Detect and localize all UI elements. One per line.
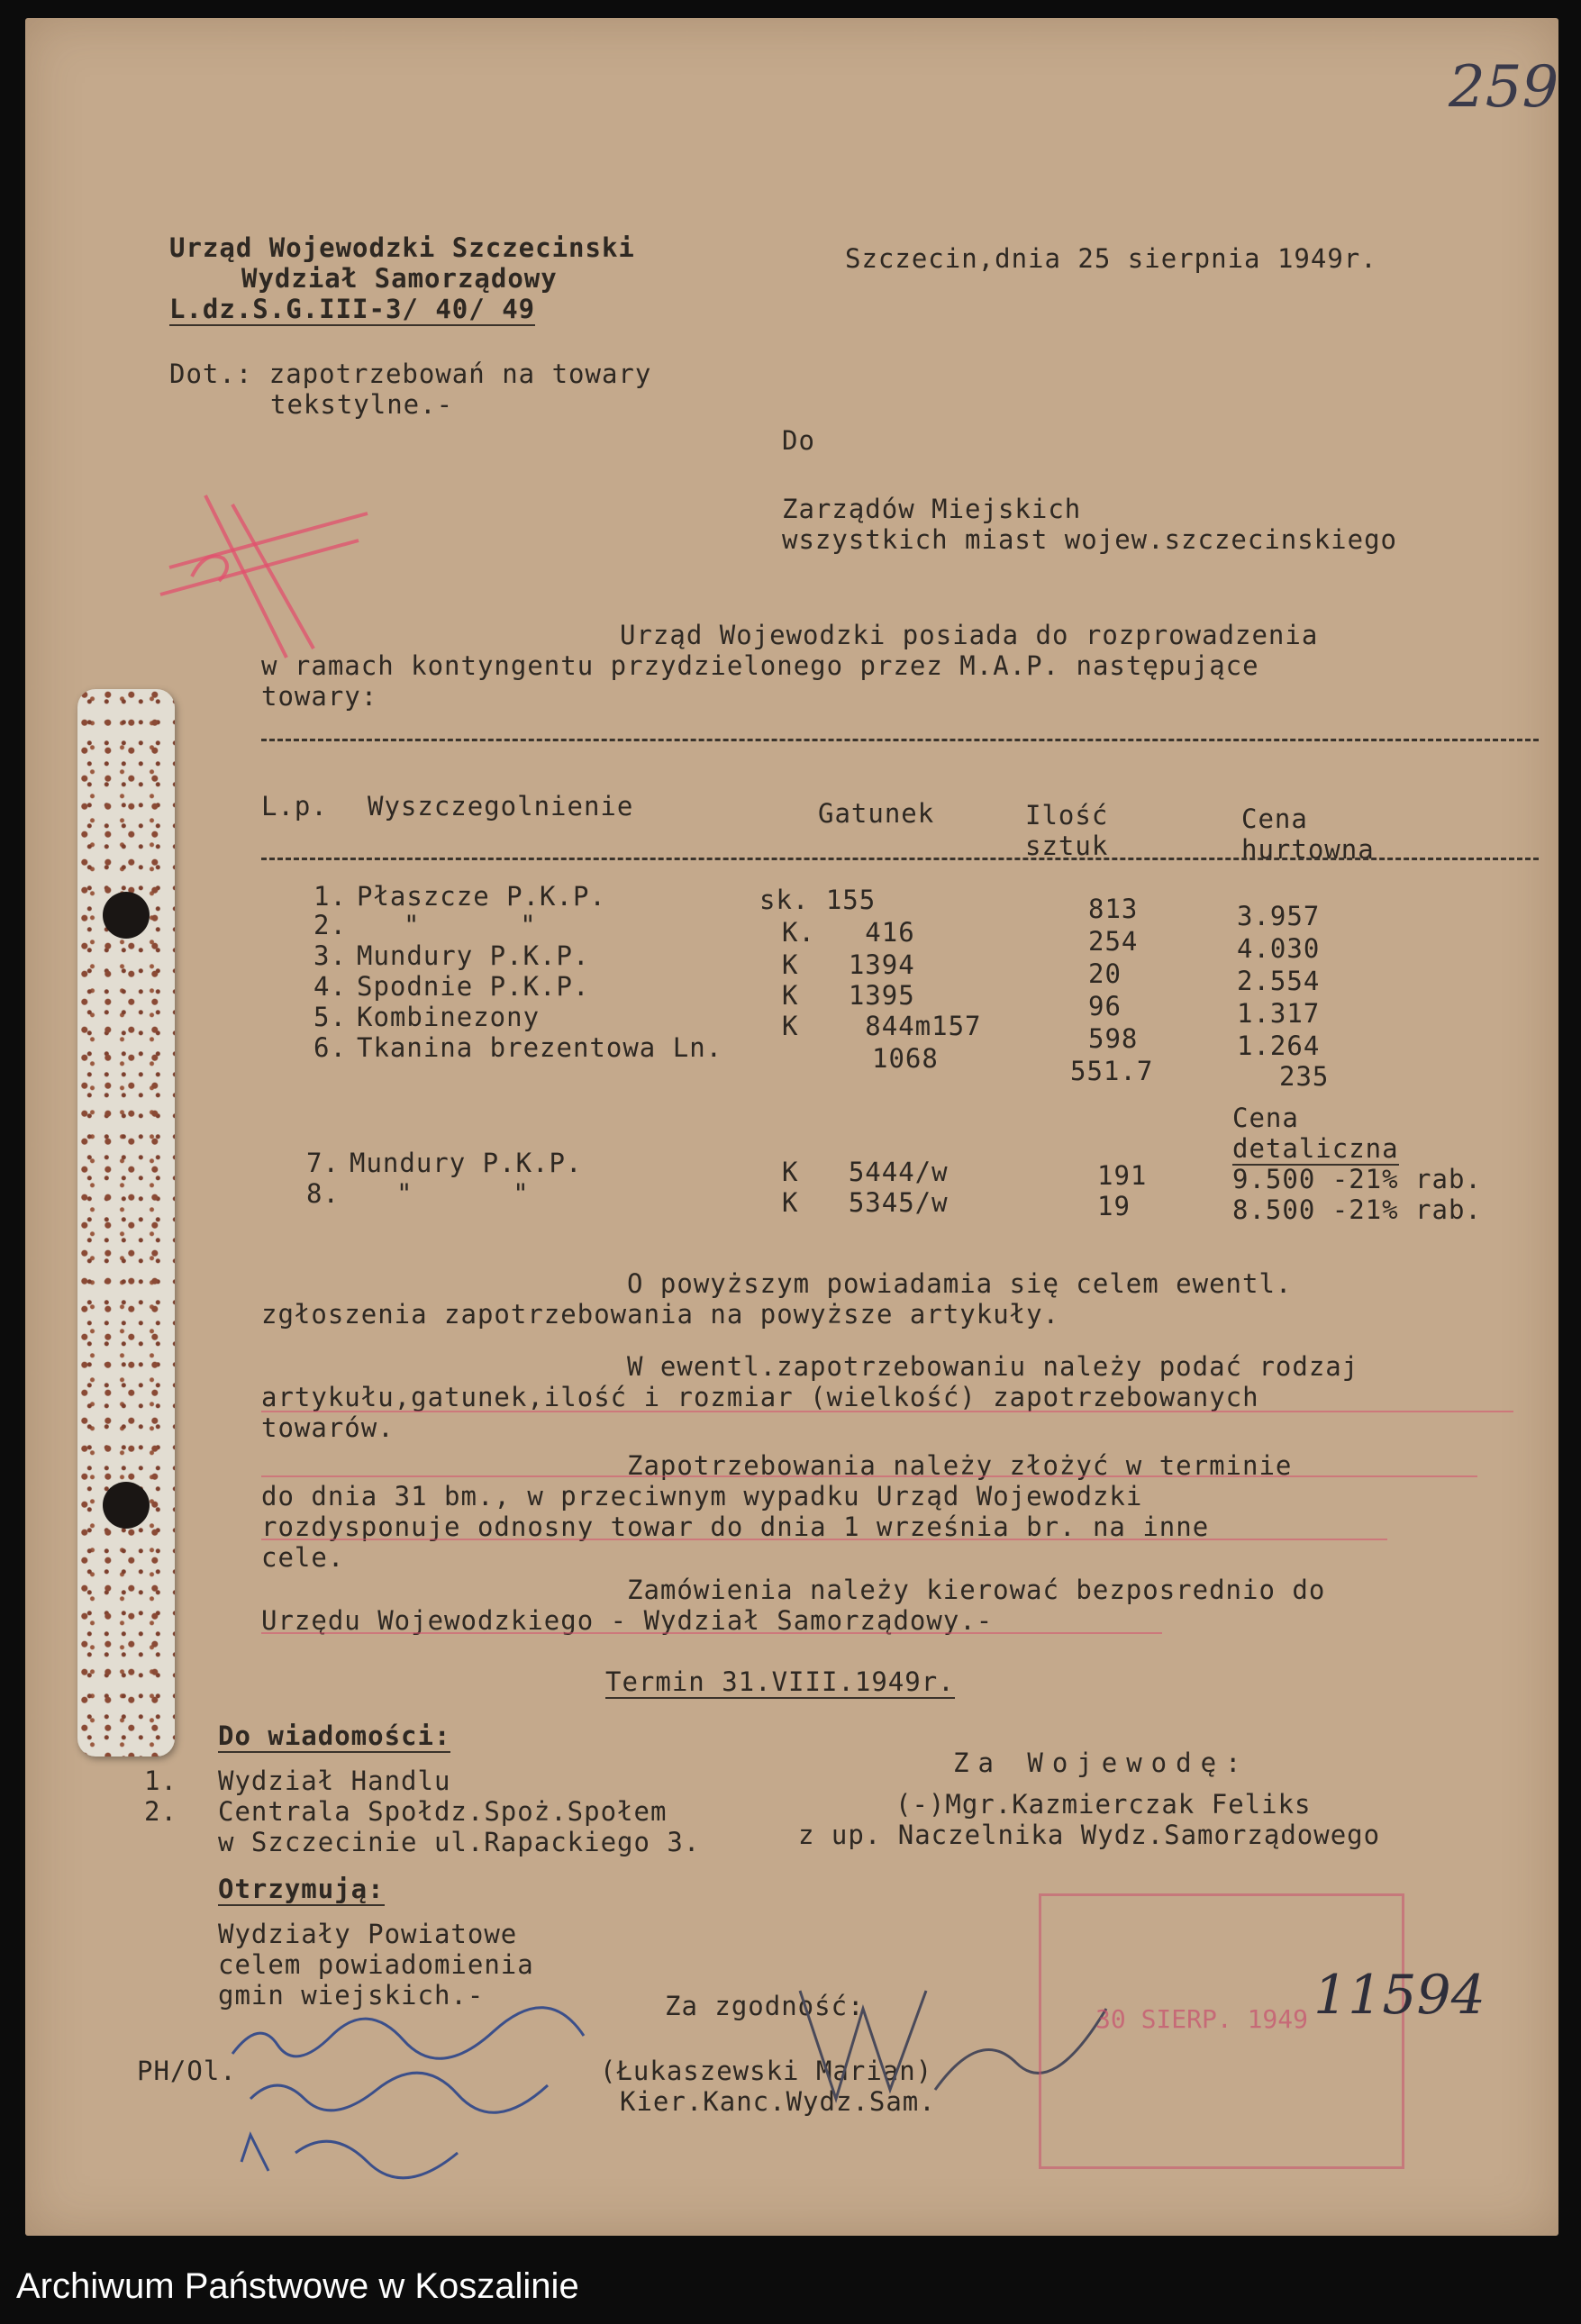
col-price-header-2: hurtowna	[1241, 834, 1375, 865]
row-grade: K 5345/w	[782, 1187, 949, 1218]
row-grade: K. 416	[782, 917, 915, 948]
receivers-line-2: celem powiadomienia	[218, 1949, 534, 1980]
office-name: Urząd Wojewodzki Szczecinski	[169, 232, 635, 263]
row-grade: 1068	[872, 1043, 939, 1074]
binding-hole	[103, 1482, 150, 1529]
row-price: 4.030	[1237, 933, 1321, 964]
red-underline	[261, 1632, 1162, 1634]
row-lp: 6.	[313, 1032, 347, 1063]
receivers-line-3: gmin wiejskich.-	[218, 1980, 485, 2011]
red-underline	[261, 1539, 1387, 1540]
row-grade: K 5444/w	[782, 1157, 949, 1187]
row-price: 235	[1279, 1061, 1330, 1092]
row-item: Spodnie P.K.P.	[357, 971, 590, 1002]
para4-line2: Urzędu Wojewodzkiego - Wydział Samorządowy.-	[261, 1605, 994, 1636]
col-price-header-1: Cena	[1241, 803, 1308, 834]
row-grade: K 1395	[782, 980, 915, 1011]
reference-number: L.dz.S.G.III-3/ 40/ 49	[169, 294, 536, 324]
row-lp: 2.	[313, 910, 347, 940]
clerk-name: (Łukaszewski Marian)	[600, 2056, 933, 2086]
para2-line3: towarów.	[261, 1412, 395, 1443]
red-cross-mark	[151, 477, 404, 676]
archive-footer	[0, 2252, 1581, 2324]
para2-line2: artykułu,gatunek,ilość i rozmiar (wielkość) zapotrzebowanych	[261, 1382, 1259, 1412]
row-lp: 7.	[306, 1148, 340, 1178]
handwritten-notes	[223, 2000, 620, 2207]
distribution-heading: Do wiadomości:	[218, 1720, 451, 1751]
row-item: Mundury P.K.P.	[357, 940, 590, 971]
row-item: " "	[404, 910, 537, 940]
binding-strip	[77, 689, 175, 1757]
intro-line-2: w ramach kontyngentu przydzielonego przez M.A.P. następujące	[261, 650, 1259, 681]
department-name: Wydział Samorządowy	[241, 263, 558, 294]
receivers-heading: Otrzymują:	[218, 1874, 385, 1904]
row-price: 1.317	[1237, 998, 1321, 1029]
clerk-title: Kier.Kanc.Wydz.Sam.	[620, 2086, 936, 2117]
row-price: 3.957	[1237, 901, 1321, 931]
row-item: Płaszcze P.K.P.	[357, 881, 606, 912]
col-lp-header: L.p.	[261, 791, 328, 822]
registry-number: 11594	[1313, 1964, 1486, 2027]
para1-line2: zgłoszenia zapotrzebowania na powyższe artykuły.	[261, 1299, 1060, 1330]
initials: PH/Ol.	[137, 2056, 237, 2086]
distribution-num-2: 2.	[144, 1796, 177, 1827]
distribution-item-2-address: w Szczecinie ul.Rapackiego 3.	[218, 1827, 701, 1857]
row-item: Tkanina brezentowa Ln.	[357, 1032, 723, 1063]
row-grade: K 1394	[782, 949, 915, 980]
col-retail-price-header-2: detaliczna	[1232, 1133, 1399, 1164]
row-qty: 19	[1097, 1191, 1131, 1221]
stamp-date: 30 SIERP. 1949	[1095, 2004, 1309, 2034]
red-underline	[261, 1475, 1477, 1477]
intro-line-1: Urząd Wojewodzki posiada do rozprowadzenia	[620, 620, 1319, 650]
row-price: 2.554	[1237, 966, 1321, 996]
distribution-item-2: Centrala Społdz.Spoż.Społem	[218, 1796, 668, 1827]
subject-line-1: Dot.: zapotrzebowań na towary	[169, 359, 652, 389]
row-price: 1.264	[1237, 1030, 1321, 1061]
red-underline	[261, 1411, 1513, 1412]
signer-authority: z up. Naczelnika Wydz.Samorządowego	[798, 1820, 1381, 1850]
row-price: 8.500 -21% rab.	[1232, 1194, 1482, 1225]
registry-stamp	[1039, 1893, 1404, 2169]
para3-line2: do dnia 31 bm., w przeciwnym wypadku Urząd Wojewodzki	[261, 1481, 1143, 1512]
row-qty: 598	[1088, 1023, 1139, 1054]
para1-line1: O powyższym powiadamia się celem ewentl.	[627, 1268, 1293, 1299]
col-item-header: Wyszczegolnienie	[368, 791, 634, 822]
row-lp: 3.	[313, 940, 347, 971]
table-header-rule	[261, 858, 1539, 860]
row-grade: K 844m157	[782, 1011, 982, 1041]
row-item: " "	[396, 1178, 530, 1209]
row-qty: 813	[1088, 894, 1139, 924]
table-top-rule	[261, 739, 1539, 741]
row-lp: 1.	[313, 881, 347, 912]
subject-line-2: tekstylne.-	[270, 389, 454, 420]
col-qty-header-2: sztuk	[1025, 831, 1109, 861]
para3-line4: cele.	[261, 1542, 345, 1573]
intro-line-3: towary:	[261, 681, 378, 712]
recipient-line-2: wszystkich miast wojew.szczecinskiego	[782, 524, 1398, 555]
distribution-num-1: 1.	[144, 1766, 177, 1796]
distribution-item-1: Wydział Handlu	[218, 1766, 451, 1796]
conformity-label: Za zgodność:	[665, 1991, 865, 2021]
place-date: Szczecin,dnia 25 sierpnia 1949r.	[845, 243, 1377, 274]
signer-name: (-)Mgr.Kazmierczak Feliks	[895, 1789, 1312, 1820]
col-grade-header: Gatunek	[818, 798, 935, 829]
row-qty: 191	[1097, 1160, 1148, 1191]
document-page	[25, 18, 1558, 2236]
recipient-line-1: Zarządów Miejskich	[782, 494, 1082, 524]
para2-line1: W ewentl.zapotrzebowaniu należy podać rodzaj	[627, 1351, 1359, 1382]
para4-line1: Zamówienia należy kierować bezposrednio do	[627, 1575, 1326, 1605]
row-qty: 96	[1088, 991, 1122, 1021]
col-qty-header-1: Ilość	[1025, 800, 1109, 831]
receivers-line-1: Wydziały Powiatowe	[218, 1919, 518, 1949]
archive-name: Archiwum Państwowe w Koszalinie	[16, 2266, 579, 2306]
row-grade: sk. 155	[759, 885, 877, 915]
para3-line1: Zapotrzebowania należy złożyć w terminie	[627, 1450, 1293, 1481]
col-retail-price-header-1: Cena	[1232, 1103, 1299, 1133]
row-price: 9.500 -21% rab.	[1232, 1164, 1482, 1194]
row-qty: 254	[1088, 926, 1139, 957]
row-lp: 4.	[313, 971, 347, 1002]
row-lp: 5.	[313, 1002, 347, 1032]
para3-line3: rozdysponuje odnosny towar do dnia 1 września br. na inne	[261, 1512, 1210, 1542]
page-number: 259	[1449, 54, 1558, 121]
row-qty: 551.7	[1070, 1056, 1154, 1086]
binding-hole	[103, 892, 150, 939]
recipient-do: Do	[782, 425, 815, 456]
row-lp: 8.	[306, 1178, 340, 1209]
deadline: Termin 31.VIII.1949r.	[605, 1666, 955, 1697]
row-item: Mundury P.K.P.	[350, 1148, 583, 1178]
for-voivode: Za Wojewodę:	[953, 1748, 1250, 1778]
row-item: Kombinezony	[357, 1002, 541, 1032]
row-qty: 20	[1088, 958, 1122, 989]
